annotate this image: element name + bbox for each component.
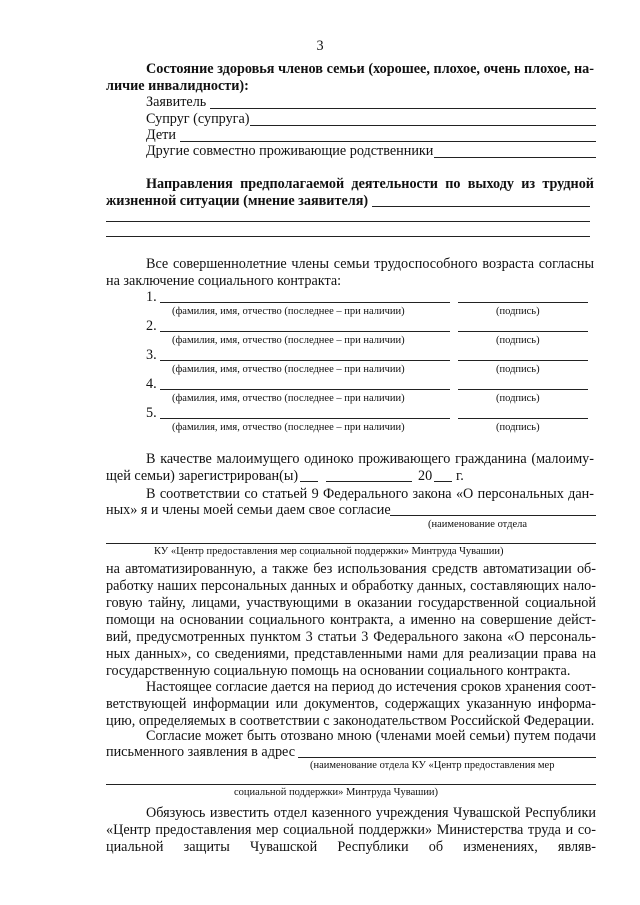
personal-data-body-line: помощи на основании социального контракта, а именно на совершение дейст-: [106, 612, 596, 628]
member-name-caption: (фамилия, имя, отчество (последнее – при наличии): [172, 335, 405, 346]
revocation-line1: Согласие может быть отозвано мною (членами моей семьи) путем подачи: [146, 728, 596, 744]
member-sign-caption: (подпись): [496, 393, 540, 404]
member-name-caption: (фамилия, имя, отчество (последнее – при наличии): [172, 393, 405, 404]
member-name-field[interactable]: [160, 331, 450, 332]
member-name-field[interactable]: [160, 418, 450, 419]
personal-data-line2: ных» я и члены моей семьи даем свое согласие: [106, 502, 391, 518]
health-heading-line2: личие инвалидности):: [106, 78, 249, 94]
obligation-line: «Центр предоставления мер социальной поддержки» Министерства труда и со-: [106, 822, 596, 838]
revocation-caption-2: социальной поддержки» Минтруда Чувашии): [234, 787, 439, 798]
member-name-field[interactable]: [160, 360, 450, 361]
member-signature-field[interactable]: [458, 389, 588, 390]
health-row-relatives-label: Другие совместно проживающие родственники: [146, 143, 434, 159]
member-sign-caption: (подпись): [496, 364, 540, 375]
registration-month-field[interactable]: [326, 481, 412, 482]
registration-line2-prefix: щей семьи) зарегистрирован(ы): [106, 468, 299, 484]
revocation-address-field-1[interactable]: [298, 757, 596, 758]
health-row-applicant-label: Заявитель: [146, 94, 207, 110]
directions-field-2[interactable]: [106, 221, 590, 222]
health-heading-line1: Состояние здоровья членов семьи (хорошее, плохое, очень плохое, на-: [146, 61, 594, 77]
obligation-line: Обязуюсь известить отдел казенного учреждения Чувашской Республики: [146, 805, 596, 821]
personal-data-body-line: говую тайну, лицами, участвующими в оказании государственной социальной: [106, 595, 596, 611]
member-number: 5.: [146, 405, 157, 421]
member-sign-caption: (подпись): [496, 306, 540, 317]
health-row-applicant-field[interactable]: [210, 108, 596, 109]
revocation-line2-prefix: письменного заявления в адрес: [106, 744, 295, 760]
member-signature-field[interactable]: [458, 331, 588, 332]
health-row-spouse-field[interactable]: [250, 125, 596, 126]
department-caption-1: (наименование отдела: [428, 519, 528, 530]
personal-data-body-line: вий, предусмотренных пунктом 3 статьи 3 Федерального закона «О персональ-: [106, 629, 596, 645]
department-name-field-1[interactable]: [390, 515, 596, 516]
department-name-field-2[interactable]: [106, 543, 596, 544]
member-sign-caption: (подпись): [496, 422, 540, 433]
health-row-relatives-field[interactable]: [434, 157, 596, 158]
member-name-caption: (фамилия, имя, отчество (последнее – при наличии): [172, 422, 405, 433]
member-name-field[interactable]: [160, 389, 450, 390]
member-name-field[interactable]: [160, 302, 450, 303]
registration-year-field[interactable]: [434, 481, 452, 482]
personal-data-body-line: работку наших персональных данных и обработку данных, составляющих нало-: [106, 578, 596, 594]
health-row-children-field[interactable]: [180, 141, 596, 142]
member-signature-field[interactable]: [458, 418, 588, 419]
page-number: 3: [316, 38, 324, 54]
consent-intro-line2: на заключение социального контракта:: [106, 273, 342, 289]
health-row-spouse-label: Супруг (супруга): [146, 111, 250, 127]
member-sign-caption: (подпись): [496, 335, 540, 346]
validity-line: цию, определяемых в соответствии с законодательством Российской Федерации.: [106, 713, 595, 729]
member-signature-field[interactable]: [458, 302, 588, 303]
consent-intro-line1: Все совершеннолетние члены семьи трудоспособного возраста согласны: [146, 256, 594, 272]
directions-field-1[interactable]: [372, 206, 590, 207]
directions-line1: Направления предполагаемой деятельности по выходу из трудной: [146, 176, 594, 192]
registration-line1: В качестве малоимущего одиноко проживающего гражданина (малоиму-: [146, 451, 594, 467]
personal-data-body-line: ных данных», со сведениями, представленными нами для реализации права на: [106, 646, 596, 662]
registration-day-field[interactable]: [300, 481, 318, 482]
personal-data-body-line: на автоматизированную, а также без использования средств автоматизации об-: [106, 561, 596, 577]
member-name-caption: (фамилия, имя, отчество (последнее – при наличии): [172, 306, 405, 317]
member-number: 1.: [146, 289, 157, 305]
member-name-caption: (фамилия, имя, отчество (последнее – при наличии): [172, 364, 405, 375]
health-row-children-label: Дети: [146, 127, 176, 143]
revocation-address-field-2[interactable]: [106, 784, 596, 785]
registration-year-prefix: 20: [418, 468, 433, 484]
member-number: 4.: [146, 376, 157, 392]
member-signature-field[interactable]: [458, 360, 588, 361]
directions-line2: жизненной ситуации (мнение заявителя): [106, 193, 369, 209]
obligation-line: циальной защиты Чувашской Республики об изменениях, являв-: [106, 839, 596, 855]
validity-line: Настоящее согласие дается на период до истечения сроков хранения соот-: [146, 679, 596, 695]
member-number: 2.: [146, 318, 157, 334]
department-caption-2: КУ «Центр предоставления мер социальной поддержки» Минтруда Чувашии): [154, 546, 504, 557]
directions-field-3[interactable]: [106, 236, 590, 237]
member-number: 3.: [146, 347, 157, 363]
validity-line: ветствующей информации или документов, содержащих указанную информа-: [106, 696, 596, 712]
revocation-caption-1: (наименование отдела КУ «Центр предоставления мер: [310, 760, 555, 771]
registration-year-suffix: г.: [456, 468, 464, 484]
personal-data-line1: В соответствии со статьей 9 Федерального закона «О персональных дан-: [146, 486, 594, 502]
personal-data-body-line: государственную социальную помощь на основании социального контракта.: [106, 663, 571, 679]
